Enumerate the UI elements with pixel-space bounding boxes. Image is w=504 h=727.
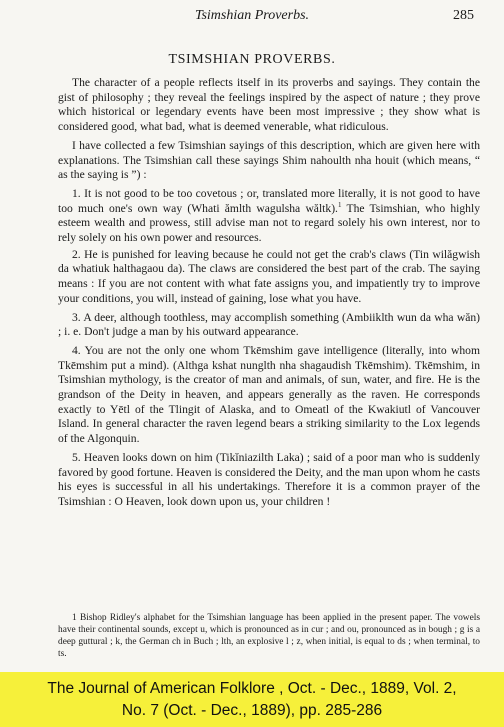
running-header bbox=[0, 6, 504, 28]
running-title: Tsimshian Proverbs. bbox=[194, 8, 310, 23]
footnote-marker: 1 bbox=[337, 200, 342, 209]
proverb-1-text: 1. It is not good to be too covetous ; or, translated more literally, it is not good to have too much one's own way (Whati ămlth wagulsha wăltk). bbox=[58, 186, 480, 215]
paragraph-intro: The character of a people reflects itself in its proverbs and sayings. They contain the gist of philosophy ; they reveal the feelings inspired by the aspect of nature ; they prove which historical or legendary events have been most impressive ; they show what is considered good, what bad, what is deemed venerable, what ridiculous. bbox=[58, 76, 480, 134]
proverb-5: 5. Heaven looks down on him (Tikĭniazilth Laka) ; said of a poor man who is suddenly favored by good fortune. Heaven is considered the Deity, and the man upon whom he casts his eyes is successful in all his undertakings. Therefore it is a common prayer of the Tsimshian : O Heaven, look down upon us, your children ! bbox=[58, 450, 480, 508]
citation-line-2: No. 7 (Oct. - Dec., 1889), pp. 285-286 bbox=[121, 702, 383, 719]
proverb-3: 3. A deer, although toothless, may accomplish something (Ambiiklth wun da wha wăn) ; i. e. Don't judge a man by his outward appearance. bbox=[58, 310, 480, 339]
proverb-4: 4. You are not the only one whom Tkēmshim gave intelligence (literally, into whom Tkēmshim put a mind). (Althga kshat nunglth nha shagaudish Tkēmshim). Tkēmshim, in Tsimshian mythology, is the creator of man and animals, of sun, water, and fire. He is the grandson of the Deity in heaven, and appears generally as the raven. He corresponds exactly to Yētl of the Tlingit of Alaska, and to Omeatl of the Kwakiutl of Vancouver Island. In general character the raven legend bears a striking similarity to the Lox legends of the Algonquin. bbox=[58, 343, 480, 446]
footnote bbox=[58, 613, 480, 661]
citation-line-1: The Journal of American Folklore , Oct. - Dec., 1889, Vol. 2, bbox=[47, 680, 457, 697]
citation-banner bbox=[0, 672, 504, 727]
article-title: TSIMSHIAN PROVERBS. bbox=[168, 52, 336, 67]
proverb-1-explanation: The Tsimshian, who highly esteem wealth and prowess, still advise man not to regard solely his own interest, nor to rely solely on his own power and resources. bbox=[58, 201, 480, 245]
proverb-1 bbox=[58, 187, 480, 246]
article-body bbox=[58, 76, 480, 514]
footnote-text: 1 Bishop Ridley's alphabet for the Tsimshian language has been applied in the present paper. The vowels have their continental sounds, except u, which is pronounced as in cur ; and ou, pronounced as in bough ; g is a deep guttural ; k, the German ch in Buch ; lth, an explosive l ; z, when initial, is equal to ds ; when terminal, to ts. bbox=[58, 613, 480, 659]
page-number: 285 bbox=[453, 8, 474, 23]
proverb-2: 2. He is punished for leaving because he could not get the crab's claws (Tin wilăgwish da whatiuk halthagaou da). The claws are considered the best part of the crab. The saying means : If you are not content with what fate assigns you, and impatiently try to improve your conditions, you will, instead of gaining, lose what you have. bbox=[58, 247, 480, 305]
paragraph-collection: I have collected a few Tsimshian sayings of this description, which are given here with explanations. The Tsimshian call these sayings Shim nahoulth nha houit (which means, “ as the saying is ”) : bbox=[58, 138, 480, 182]
